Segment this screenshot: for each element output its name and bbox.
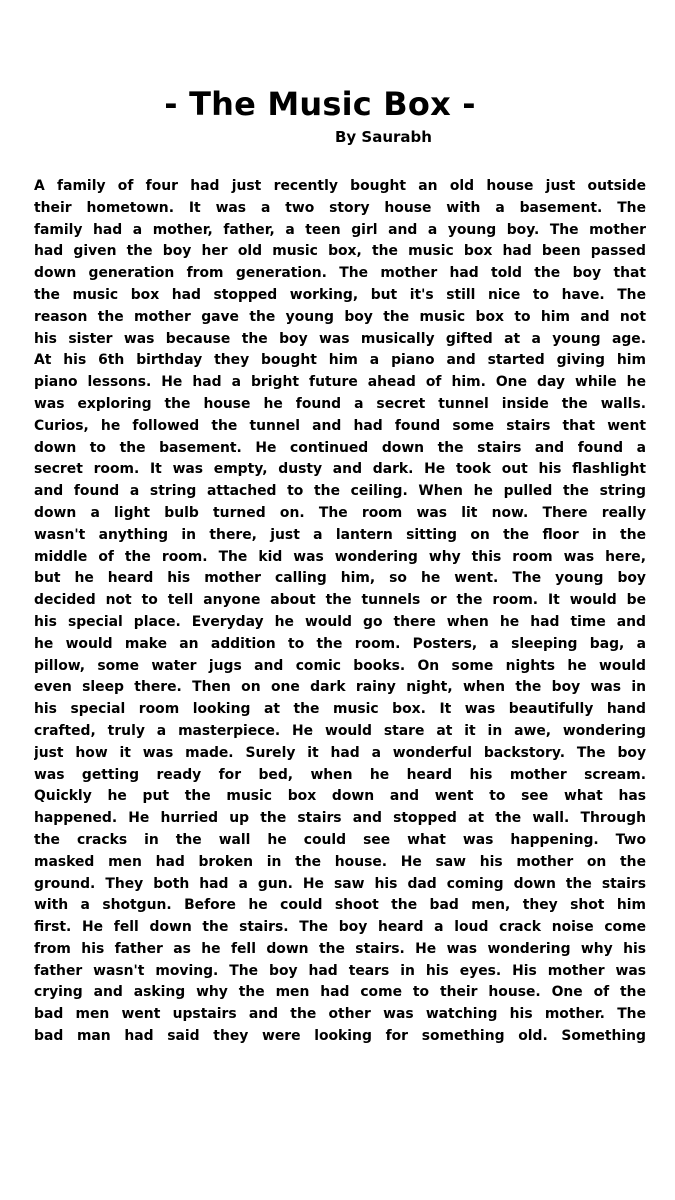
story-line: family had a mother, father, a teen girl and a young boy. The mother <box>34 221 646 238</box>
story-line: had given the boy her old music box, the music box had been passed <box>34 243 646 260</box>
story-line: reason the mother gave the young boy the music box to him and not <box>34 308 646 325</box>
story-line: was exploring the house he found a secret tunnel inside the walls. <box>34 395 646 412</box>
story-line: father wasn't moving. The boy had tears in his eyes. His mother was <box>34 962 646 979</box>
story-line: down to the basement. He continued down the stairs and found a <box>34 439 646 456</box>
story-line: he would make an addition to the room. Posters, a sleeping bag, a <box>34 635 646 652</box>
author-byline: By Saurabh <box>335 128 432 146</box>
story-line: decided not to tell anyone about the tunnels or the room. It would be <box>34 592 646 609</box>
story-line: with a shotgun. Before he could shoot the bad men, they shot him <box>34 897 646 914</box>
story-line: their hometown. It was a two story house with a basement. The <box>34 199 646 216</box>
story-line: Quickly he put the music box down and went to see what has <box>34 788 646 805</box>
story-line: At his 6th birthday they bought him a piano and started giving him <box>34 352 646 369</box>
story-line: just how it was made. Surely it had a wonderful backstory. The boy <box>34 744 646 761</box>
story-line: the music box had stopped working, but it's still nice to have. The <box>34 286 646 303</box>
story-line: was getting ready for bed, when he heard his mother scream. <box>34 766 646 783</box>
story-line: from his father as he fell down the stairs. He was wondering why his <box>34 940 646 957</box>
story-line: crying and asking why the men had come to their house. One of the <box>34 984 646 1001</box>
story-line: his special place. Everyday he would go there when he had time and <box>34 613 646 630</box>
story-line: the cracks in the wall he could see what was happening. Two <box>34 831 646 848</box>
story-line: A family of four had just recently bought an old house just outside <box>34 178 646 194</box>
story-body <box>34 176 646 1048</box>
story-line: his special room looking at the music box. It was beautifully hand <box>34 701 646 718</box>
story-title: - The Music Box - <box>164 85 476 123</box>
story-line: even sleep there. Then on one dark rainy night, when the boy was in <box>34 679 646 696</box>
story-line: first. He fell down the stairs. The boy heard a loud crack noise come <box>34 919 646 936</box>
story-line: middle of the room. The kid was wondering why this room was here, <box>34 548 646 565</box>
story-line: bad man had said they were looking for something old. Something <box>34 1028 646 1045</box>
story-line: secret room. It was empty, dusty and dark. He took out his flashlight <box>34 461 646 478</box>
story-line: ground. They both had a gun. He saw his dad coming down the stairs <box>34 875 646 892</box>
story-line: down generation from generation. The mother had told the boy that <box>34 265 646 282</box>
story-line: but he heard his mother calling him, so he went. The young boy <box>34 570 646 587</box>
story-line: bad men went upstairs and the other was watching his mother. The <box>34 1006 646 1023</box>
story-line: piano lessons. He had a bright future ahead of him. One day while he <box>34 374 646 391</box>
story-line: happened. He hurried up the stairs and stopped at the wall. Through <box>34 810 646 827</box>
story-line: and found a string attached to the ceiling. When he pulled the string <box>34 483 646 500</box>
story-line: down a light bulb turned on. The room was lit now. There really <box>34 504 646 521</box>
story-line: pillow, some water jugs and comic books. On some nights he would <box>34 657 646 674</box>
story-line: masked men had broken in the house. He saw his mother on the <box>34 853 646 870</box>
story-line: crafted, truly a masterpiece. He would stare at it in awe, wondering <box>34 722 646 739</box>
story-line: wasn't anything in there, just a lantern sitting on the floor in the <box>34 526 646 543</box>
story-line: Curios, he followed the tunnel and had found some stairs that went <box>34 417 646 434</box>
story-line: his sister was because the boy was musically gifted at a young age. <box>34 330 646 347</box>
